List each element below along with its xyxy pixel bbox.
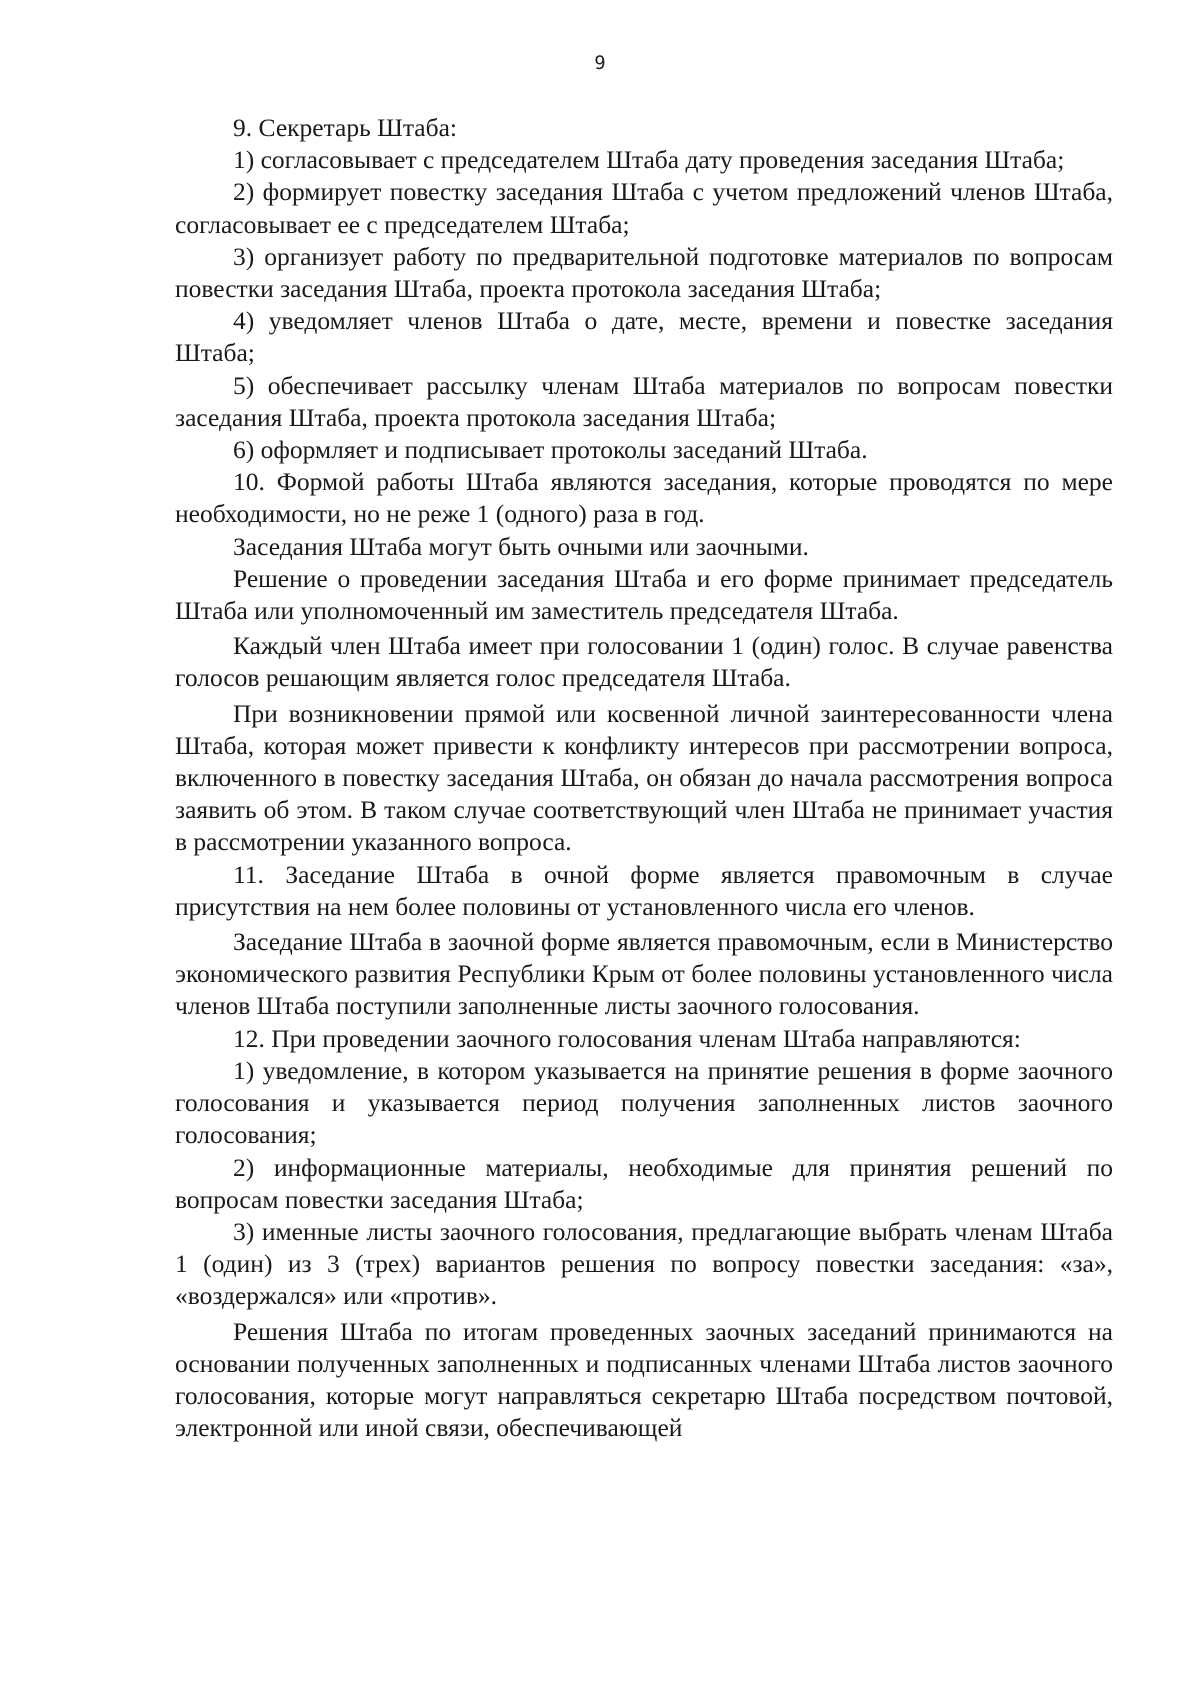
paragraph-9-6: 6) оформляет и подписывает протоколы заседаний Штаба. bbox=[233, 435, 868, 465]
paragraph-9-5: 5) обеспечивает рассылку членам Штаба материалов по вопросам повестки заседания Штаба, проекта протокола заседания Штаба; bbox=[175, 370, 1113, 432]
paragraph-9-2: 2) формирует повестку заседания Штаба с учетом предложений членов Штаба, согласовывает ее с председателем Штаба; bbox=[175, 177, 1113, 239]
paragraph-10: 10. Формой работы Штаба являются заседания, которые проводятся по мере необходимости, но не реже 1 (одного) раза в год. bbox=[175, 467, 1113, 529]
paragraph-12-1: 1) уведомление, в котором указывается на принятие решения в форме заочного голосования и указывается период получения заполненных листов заочного голосования; bbox=[175, 1055, 1113, 1150]
paragraph-11: 11. Заседание Штаба в очной форме является правомочным в случае присутствия на нем более половины от установленного числа его членов. bbox=[175, 859, 1113, 921]
paragraph-12-3: 3) именные листы заочного голосования, предлагающие выбрать членам Штаба 1 (один) из 3 (трех) вариантов решения по вопросу повестки заседания: «за», «воздержался» или «против». bbox=[175, 1216, 1113, 1311]
document-body bbox=[175, 112, 1113, 1444]
paragraph-9-3: 3) организует работу по предварительной подготовке материалов по вопросам повестки заседания Штаба, проекта протокола заседания Штаба; bbox=[175, 241, 1113, 304]
paragraph-9-1: 1) согласовывает с председателем Штаба дату проведения заседания Штаба; bbox=[233, 145, 1065, 175]
paragraph-10-conflict-of-interest: При возникновении прямой или косвенной личной заинтересованности члена Штаба, которая может привести к конфликту интересов при рассмотрении вопроса, включенного в повестку заседания Штаба, он обязан до начала рассмотрения вопроса заявить об этом. В таком случае соответствующий член Штаба не принимает участия в рассмотрении указанного вопроса. bbox=[175, 698, 1113, 857]
paragraph-12-decisions: Решения Штаба по итогам проведенных заочных заседаний принимаются на основании полученных заполненных и подписанных членами Штаба листов заочного голосования, которые могут направляться секретарю Штаба посредством почтовой, электронной или иной связи, обеспечивающей bbox=[175, 1316, 1113, 1443]
paragraph-9-heading: 9. Секретарь Штаба: bbox=[233, 113, 457, 142]
paragraph-10-decision: Решение о проведении заседания Штаба и его форме принимает председатель Штаба или уполномоченный им заместитель председателя Штаба. bbox=[175, 563, 1113, 626]
paragraph-11-absentee: Заседание Штаба в заочной форме является правомочным, если в Министерство экономического развития Республики Крым от более половины установленного числа членов Штаба поступили заполненные листы заочного голосования. bbox=[175, 927, 1113, 1021]
paragraph-10-meeting-types: Заседания Штаба могут быть очными или заочными. bbox=[233, 531, 809, 561]
paragraph-12: 12. При проведении заочного голосования членам Штаба направляются: bbox=[233, 1023, 1021, 1053]
page-number: 9 bbox=[594, 52, 606, 74]
paragraph-9-4: 4) уведомляет членов Штаба о дате, месте, времени и повестке заседания Штаба; bbox=[175, 306, 1113, 368]
paragraph-12-2: 2) информационные материалы, необходимые для принятия решений по вопросам повестки заседания Штаба; bbox=[175, 1152, 1113, 1214]
paragraph-10-votes: Каждый член Штаба имеет при голосовании 1 (один) голос. В случае равенства голосов решающим является голос председателя Штаба. bbox=[175, 631, 1113, 693]
